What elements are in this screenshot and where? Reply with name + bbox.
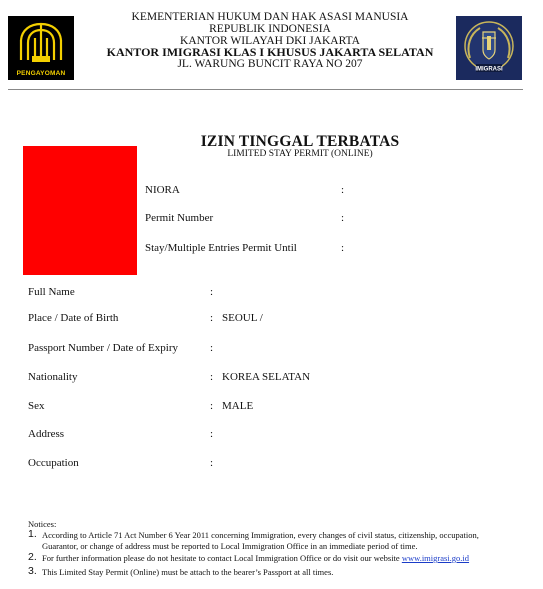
notice-2-text: For further information please do not hesitate to contact Local Immigration Office or do visit our website	[42, 553, 402, 563]
field-colon: :	[341, 212, 345, 224]
field-colon: :	[210, 428, 214, 440]
field-label-full-name: Full Name	[28, 286, 75, 298]
field-label-nationality: Nationality	[28, 371, 78, 383]
field-label-permit-number: Permit Number	[145, 212, 214, 224]
imigrasi-emblem-icon	[456, 16, 522, 80]
field-colon: :	[210, 312, 214, 324]
pengayoman-logo	[8, 16, 74, 80]
field-label-birth: Place / Date of Birth	[28, 312, 119, 324]
header-republic: REPUBLIK INDONESIA	[209, 23, 331, 35]
field-colon: :	[210, 371, 214, 383]
website-link[interactable]: www.imigrasi.go.id	[401, 553, 470, 563]
notice-number: 2.	[28, 551, 37, 563]
notice-number: 1.	[28, 528, 37, 540]
field-label-address: Address	[28, 428, 65, 440]
field-colon: :	[341, 184, 345, 196]
field-colon: :	[210, 457, 214, 469]
field-value-birth: SEOUL /	[222, 312, 263, 324]
notice-1-line1: According to Article 71 Act Number 6 Year 2011 concerning Immigration, every changes of civil status, citizenship, occupation,	[42, 530, 479, 540]
field-label-sex: Sex	[28, 400, 45, 412]
header-address: JL. WARUNG BUNCIT RAYA NO 207	[177, 58, 363, 70]
header-immigration-office: KANTOR IMIGRASI KLAS I KHUSUS JAKARTA SELATAN	[106, 45, 434, 59]
notices-heading: Notices:	[28, 519, 57, 529]
field-value-nationality: KOREA SELATAN	[222, 371, 311, 383]
field-colon: :	[341, 242, 345, 254]
field-label-permit-until: Stay/Multiple Entries Permit Until	[145, 242, 297, 254]
logo-caption: PENGAYOMAN	[16, 70, 66, 77]
field-label-niora: NIORA	[145, 184, 180, 196]
header-regional-office: KANTOR WILAYAH DKI JAKARTA	[180, 35, 360, 47]
header-ministry: KEMENTERIAN HUKUM DAN HAK ASASI MANUSIA	[131, 11, 409, 23]
field-colon: :	[210, 286, 214, 298]
header-divider	[8, 89, 523, 90]
notice-number: 3.	[28, 565, 37, 577]
field-colon: :	[210, 342, 214, 354]
field-colon: :	[210, 400, 214, 412]
notice-2	[42, 553, 469, 563]
document-title: IZIN TINGGAL TERBATAS	[200, 133, 400, 150]
emblem-caption: IMIGRASI	[475, 66, 503, 73]
field-value-sex: MALE	[222, 400, 254, 412]
document-subtitle: LIMITED STAY PERMIT (ONLINE)	[227, 149, 373, 159]
notice-3: This Limited Stay Permit (Online) must be attach to the bearer’s Passport at all times.	[42, 567, 334, 577]
notice-1-line2: Guarantor, or change of address must be reported to Local Immigration Office in an immediate period of time.	[42, 541, 418, 551]
field-label-occupation: Occupation	[28, 457, 79, 469]
field-label-passport: Passport Number / Date of Expiry	[28, 342, 178, 354]
imigrasi-emblem	[456, 16, 522, 80]
photo-redaction	[23, 146, 137, 275]
